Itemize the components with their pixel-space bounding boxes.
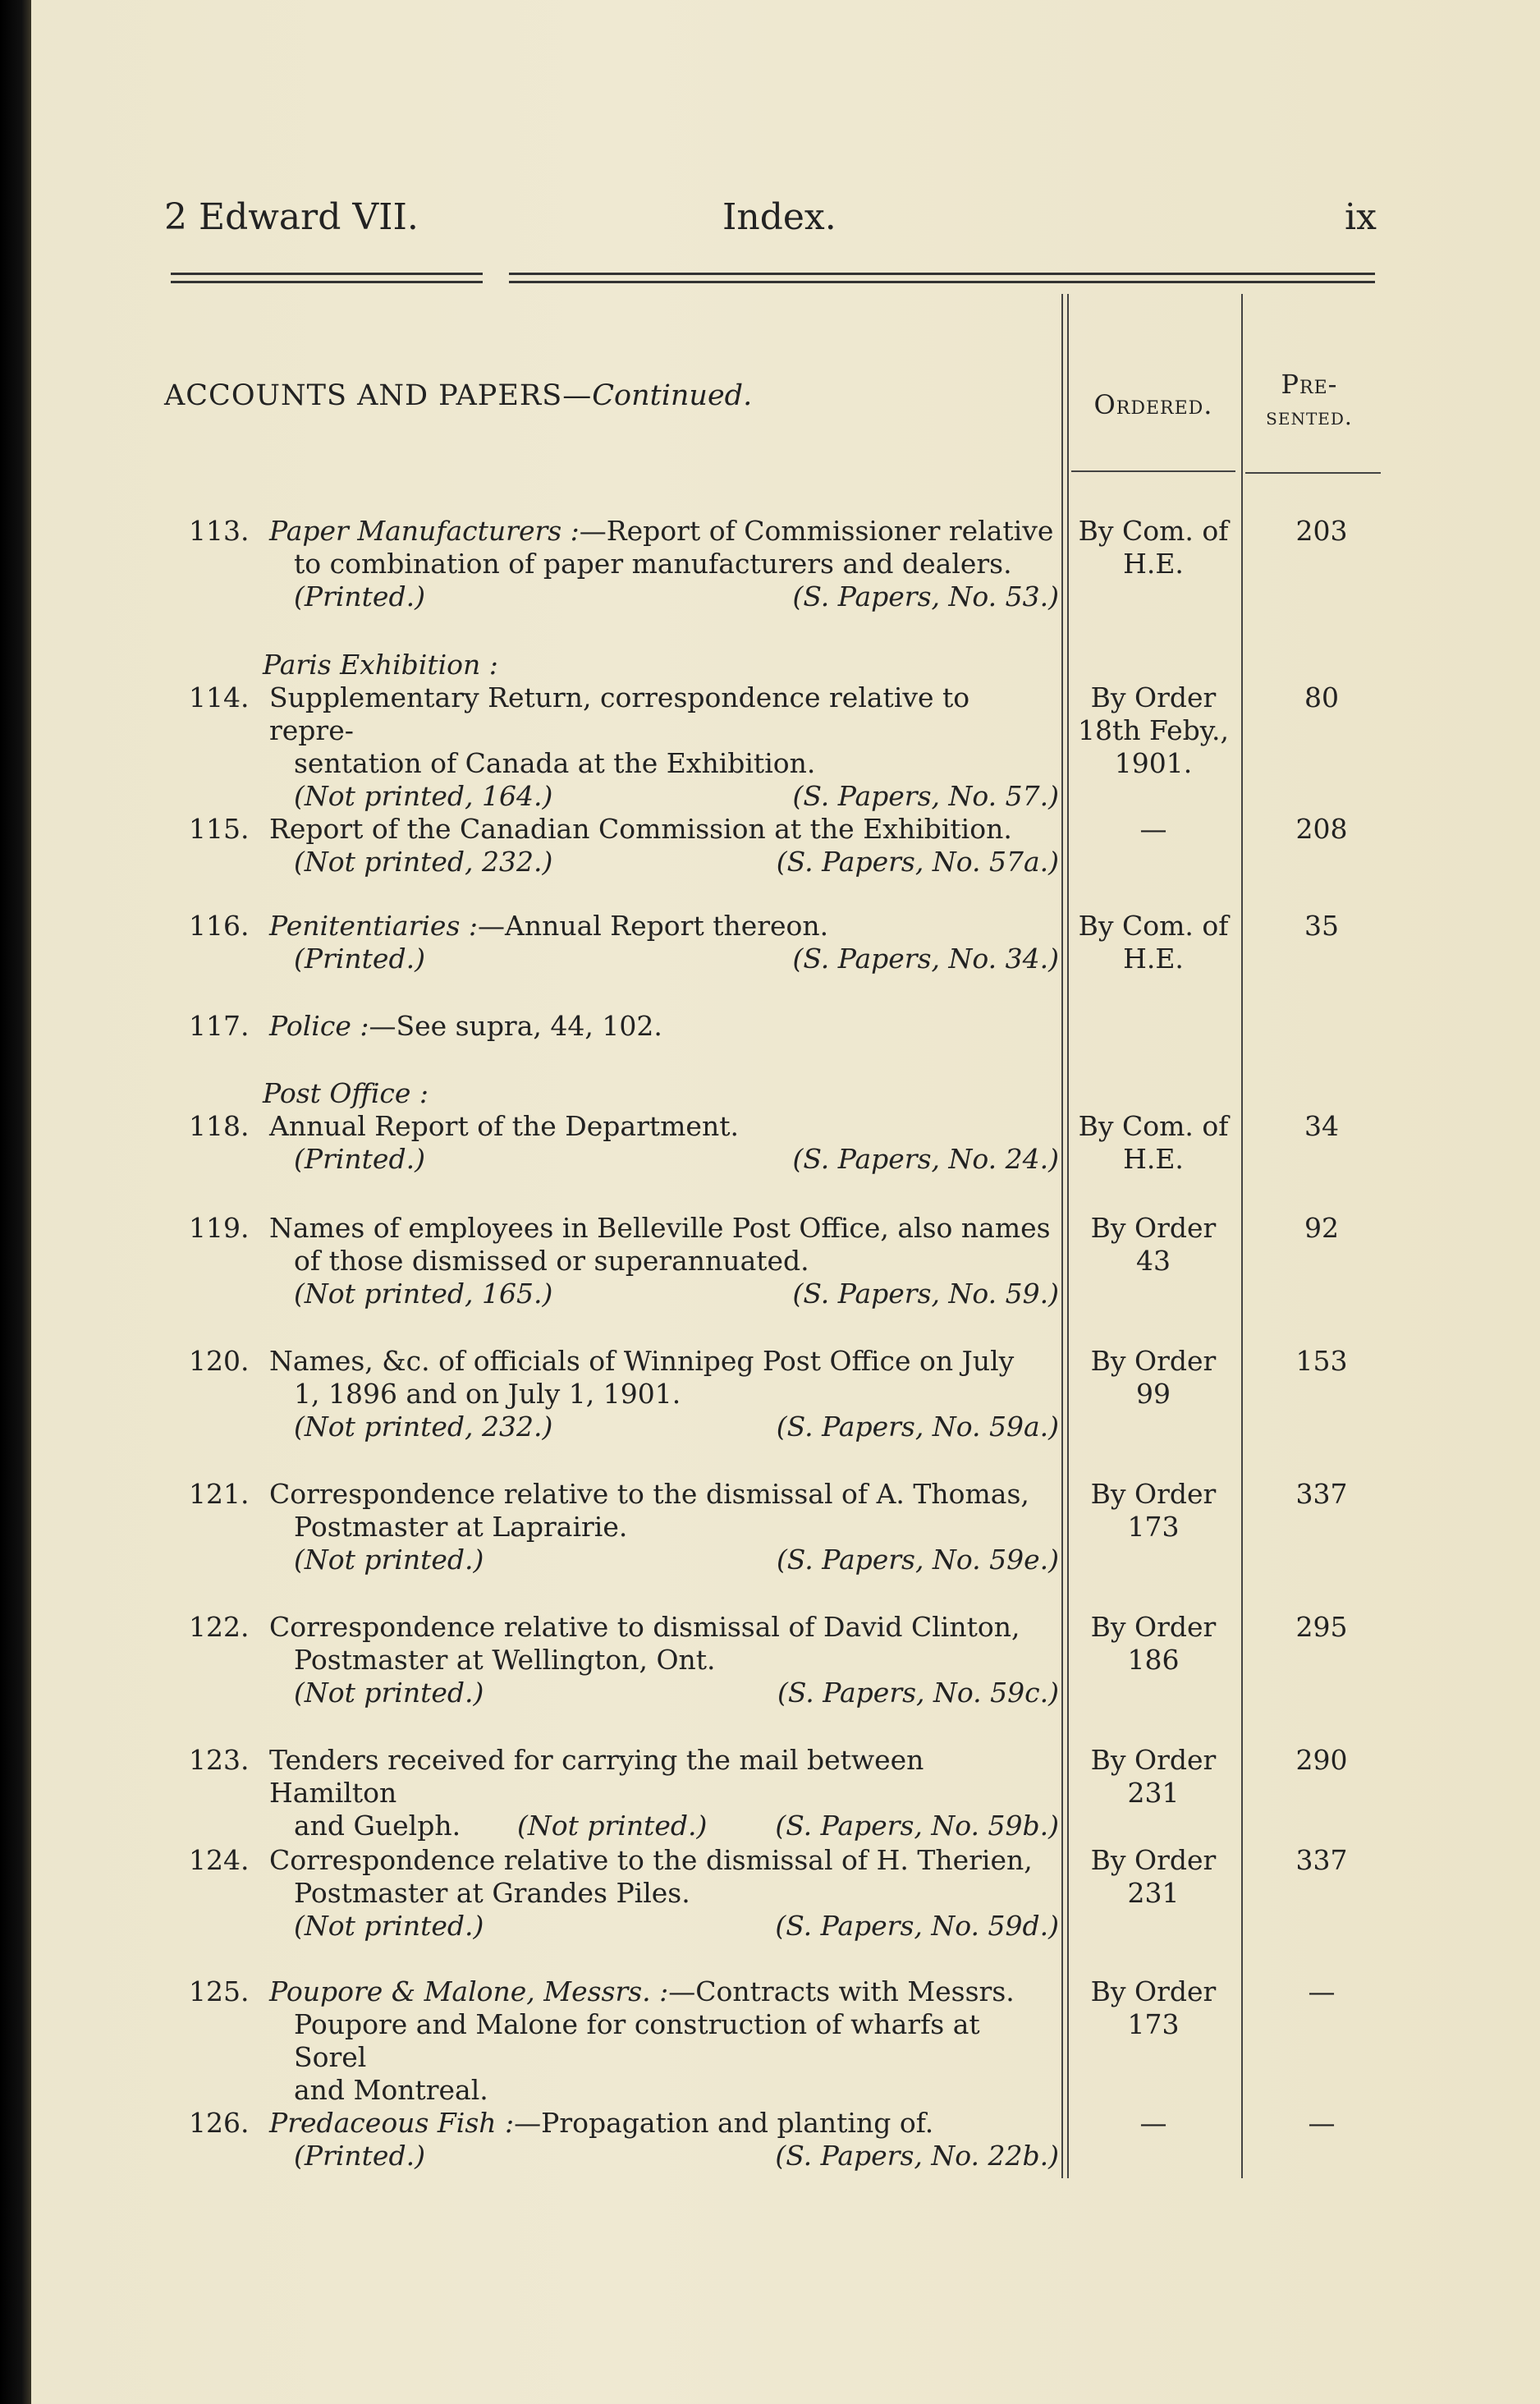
column-head-rule [1071,470,1235,472]
entry-title-text: —Propagation and planting of. [514,2107,934,2139]
ordered-line: By Order [1090,1345,1217,1377]
entry-print-row [189,1411,1059,1443]
header-rule [171,273,483,275]
entry-continuation: sentation of Canada at the Exhibition. [294,747,816,779]
entry-title-text: Correspondence relative to the dismissal of A. Thomas, [269,1478,1029,1510]
entry-title [189,1212,1059,1245]
entry-title-text: Report of the Canadian Commission at the Exhibition. [269,813,1012,845]
entry-printed-status: (Not printed.) [294,1544,484,1576]
index-entry [189,1611,1059,1709]
entry-continuation: and Montreal. [294,2074,488,2106]
entry-printed-status: (Not printed, 165.) [294,1278,553,1310]
entry-continuation: Postmaster at Laprairie. [294,1511,628,1543]
ordered-line: By Order [1090,1478,1217,1510]
entry-number: 118. [189,1110,250,1142]
header-rule [171,281,483,283]
entry-title [189,1345,1059,1378]
section-heading: ACCOUNTS AND PAPERS—Continued. [164,379,753,412]
entry-sessional-paper: (S. Papers, No. 59c.) [777,1677,1059,1709]
entry-title-text: Supplementary Return, correspondence relative to repre- [269,681,970,746]
entry-sessional-paper: (S. Papers, No. 34.) [792,943,1059,975]
entry-presented: 208 [1295,813,1348,845]
entry-presented: 34 [1304,1110,1339,1142]
entry-sessional-paper: (S. Papers, No. 59d.) [775,1910,1059,1942]
entry-print-row [189,580,1059,613]
index-entry [189,910,1059,975]
entry-number: 114. [189,681,250,713]
header-rule [509,281,1375,283]
index-entry [189,1975,1059,2107]
column-head-ordered: Ordered. [1093,389,1213,420]
entry-title-text: Annual Report of the Department. [269,1110,739,1142]
entry-printed-status: (Not printed, 232.) [294,1411,553,1443]
entry-printed-status: (Not printed.) [294,1910,484,1942]
entry-print-row [189,846,1059,879]
entry-ordered [1071,910,1235,975]
entry-title-text: Tenders received for carrying the mail between Hamilton [269,1744,924,1809]
entry-ordered [1071,813,1235,846]
entry-number: 113. [189,515,250,547]
entry-title-subject: Police : [269,1010,369,1042]
entry-number: 123. [189,1744,250,1776]
entry-ordered [1071,1844,1235,1910]
entry-number: 120. [189,1345,250,1377]
ordered-line: By Com. of [1078,1110,1229,1142]
entry-presented: 153 [1295,1345,1348,1377]
entry-printed-status: (Printed.) [294,1143,425,1175]
entry-presented: — [1308,1975,1336,2007]
entry-sessional-paper: (S. Papers, No. 59.) [792,1278,1059,1310]
entry-continuation: Poupore and Malone for construction of wharfs at Sorel [294,2008,980,2073]
entry-ordered [1071,1345,1235,1411]
entry-number: 119. [189,1212,250,1244]
index-entry [189,1212,1059,1310]
entry-title-text: —Annual Report thereon. [478,910,829,942]
entry-ordered [1071,1212,1235,1278]
entry-presented: 295 [1295,1611,1348,1643]
entry-number: 124. [189,1844,250,1876]
entry-printed-status: (Not printed.) [294,1677,484,1709]
entry-ordered [1071,1110,1235,1176]
entry-ordered [1071,1744,1235,1810]
ordered-line: By Order [1090,681,1217,713]
header-center: Index. [722,196,836,238]
entry-printed-status: (Not printed, 164.) [294,780,553,812]
entry-title-subject: Paper Manufacturers : [269,515,580,547]
entry-number: 121. [189,1478,250,1510]
index-entry [189,813,1059,879]
entry-ordered [1071,1611,1235,1677]
entry-continuation: and Guelph. [294,1810,461,1842]
entry-ordered [1071,1478,1235,1544]
ordered-line: By Order [1090,1744,1217,1776]
entry-title [189,2107,1059,2140]
entry-continuation: Postmaster at Wellington, Ont. [294,1644,716,1676]
entry-title [189,910,1059,943]
ordered-line: 231 [1127,1777,1180,1809]
entry-print-row [189,1143,1059,1176]
entry-title [189,1975,1059,2008]
entry-printed-status: (Not printed, 232.) [294,846,553,878]
ordered-line: By Com. of [1078,515,1229,547]
index-entry [189,1744,1059,1842]
entry-presented: 35 [1304,910,1339,942]
entry-print-row [189,943,1059,975]
entry-title [189,1010,1059,1043]
entry-title [189,1844,1059,1877]
entry-print-row [189,1810,1059,1842]
column-rule [1241,294,1243,2178]
index-entry [189,1110,1059,1176]
ordered-line: 1901. [1114,747,1193,779]
entry-presented: 290 [1295,1744,1348,1776]
column-head-rule [1245,472,1381,474]
entry-subhead: Paris Exhibition : [263,649,498,681]
entry-printed-status: (Printed.) [294,943,425,975]
ordered-line: H.E. [1123,943,1184,975]
column-rule [1067,294,1069,2178]
entry-presented: 203 [1295,515,1348,547]
entry-sessional-paper: (S. Papers, No. 59b.) [775,1810,1059,1842]
ordered-line: By Com. of [1078,910,1229,942]
entry-title [189,515,1059,548]
header-rule [509,273,1375,275]
entry-continuation: 1, 1896 and on July 1, 1901. [294,1378,681,1410]
ordered-line: H.E. [1123,1143,1184,1175]
index-entry [189,1010,1059,1043]
entry-print-row [189,1677,1059,1709]
entry-title-subject: Penitentiaries : [269,910,478,942]
entry-continuation: to combination of paper manufacturers and dealers. [294,548,1012,580]
index-entry [189,1478,1059,1576]
entry-subhead: Post Office : [263,1077,429,1109]
ordered-line: By Order [1090,1212,1217,1244]
entry-title-text: Names, &c. of officials of Winnipeg Post Office on July [269,1345,1015,1377]
entry-print-row [189,1278,1059,1310]
ordered-line: 186 [1127,1644,1180,1676]
entry-continuation: of those dismissed or superannuated. [294,1245,809,1277]
entry-title-text: —Contracts with Messrs. [668,1975,1015,2007]
entry-title-text: Correspondence relative to dismissal of David Clinton, [269,1611,1020,1643]
ordered-line: By Order [1090,1611,1217,1643]
entry-number: 126. [189,2107,250,2139]
entry-sessional-paper: (S. Papers, No. 57a.) [776,846,1059,878]
entry-presented: 92 [1304,1212,1339,1244]
entry-presented: 337 [1295,1478,1348,1510]
entry-sessional-paper: (S. Papers, No. 24.) [792,1143,1059,1175]
entry-sessional-paper: (S. Papers, No. 59a.) [776,1411,1059,1443]
entry-title [189,1611,1059,1644]
entry-number: 115. [189,813,250,845]
entry-printed-status: (Printed.) [294,580,425,612]
entry-sessional-paper: (S. Papers, No. 53.) [792,580,1059,612]
entry-print-row [189,1910,1059,1943]
entry-title [189,813,1059,846]
entry-ordered [1071,681,1235,780]
header-right: ix [1345,196,1377,238]
entry-title-subject: Predaceous Fish : [269,2107,515,2139]
entry-presented: — [1308,2107,1336,2139]
entry-sessional-paper: (S. Papers, No. 59e.) [776,1544,1059,1576]
entry-number: 122. [189,1611,250,1643]
entry-title-text: Correspondence relative to the dismissal of H. Therien, [269,1844,1033,1876]
ordered-line: By Order [1090,1975,1217,2007]
entry-ordered [1071,2107,1235,2140]
entry-title-text: —Report of Commissioner relative [579,515,1054,547]
ordered-line: 173 [1127,1511,1180,1543]
entry-ordered [1071,515,1235,580]
entry-print-row [189,1544,1059,1576]
ordered-line: 43 [1136,1245,1171,1277]
ordered-line: 231 [1127,1877,1180,1909]
ordered-line: — [1139,813,1167,845]
entry-printed-status: (Not printed.) [517,1810,708,1842]
ordered-line: By Order [1090,1844,1217,1876]
entry-title-text: Names of employees in Belleville Post Office, also names [269,1212,1051,1244]
entry-print-row [189,780,1059,813]
ordered-line: 173 [1127,2008,1180,2040]
entry-print-row [189,2140,1059,2172]
entry-ordered [1071,1975,1235,2041]
entry-title-subject: Poupore & Malone, Messrs. : [269,1975,669,2007]
entry-continuation: Postmaster at Grandes Piles. [294,1877,690,1909]
index-entry [189,515,1059,613]
index-entry [189,681,1059,813]
entry-number: 116. [189,910,250,942]
entry-title [189,1744,1059,1810]
entry-title [189,1478,1059,1511]
entry-number: 117. [189,1010,250,1042]
index-entry [189,1345,1059,1443]
binding-edge [0,0,31,2404]
ordered-line: 99 [1136,1378,1171,1410]
entry-number: 125. [189,1975,250,2007]
entry-title [189,681,1059,747]
entry-title-text: —See supra, 44, 102. [369,1010,662,1042]
entry-sessional-paper: (S. Papers, No. 22b.) [775,2140,1059,2172]
entry-printed-status: (Printed.) [294,2140,425,2172]
ordered-line: H.E. [1123,548,1184,580]
column-rule [1061,294,1063,2178]
entry-title [189,1110,1059,1143]
entry-sessional-paper: (S. Papers, No. 57.) [792,780,1059,812]
column-head-presented: Pre- sented. [1266,369,1353,430]
index-entry [189,2107,1059,2172]
ordered-line: — [1139,2107,1167,2139]
index-entry [189,1844,1059,1943]
header-left: 2 Edward VII. [164,196,419,238]
entry-presented: 337 [1295,1844,1348,1876]
ordered-line: 18th Feby., [1078,714,1229,746]
entry-presented: 80 [1304,681,1339,713]
